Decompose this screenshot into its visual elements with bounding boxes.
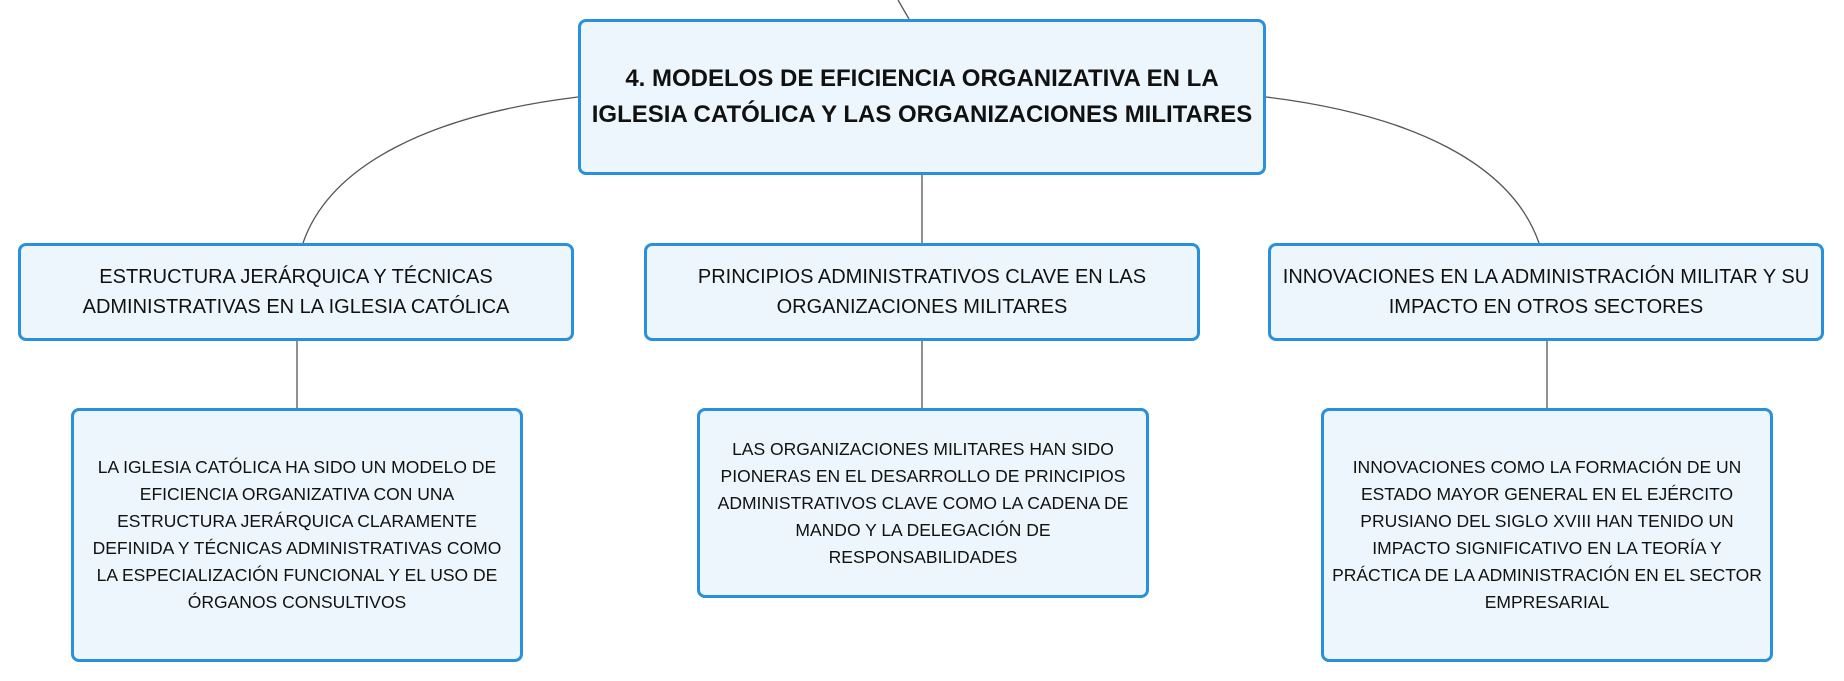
leaf-topic-innovaciones-detail[interactable] bbox=[1321, 408, 1773, 662]
branch-topic-label: INNOVACIONES EN LA ADMINISTRACIÓN MILITAR Y SU IMPACTO EN OTROS SECTORES bbox=[1282, 266, 1810, 318]
branch-topic-label: PRINCIPIOS ADMINISTRATIVOS CLAVE EN LAS ORGANIZACIONES MILITARES bbox=[697, 266, 1147, 318]
leaf-topic-text: INNOVACIONES COMO LA FORMACIÓN DE UN ESTADO MAYOR GENERAL EN EL EJÉRCITO PRUSIANO DEL SIGLO XVIII HAN TENIDO UN IMPACTO SIGNIFICATIVO EN LA TEORÍA Y PRÁCTICA DE LA ADMINISTRACIÓN EN EL SECTOR EMPRESARIAL bbox=[1332, 457, 1762, 612]
root-topic[interactable] bbox=[578, 19, 1266, 175]
branch-topic-principios-militares[interactable] bbox=[644, 243, 1200, 341]
leaf-topic-text: LAS ORGANIZACIONES MILITARES HAN SIDO PIONERAS EN EL DESARROLLO DE PRINCIPIOS ADMINISTRATIVOS CLAVE COMO LA CADENA DE MANDO Y LA DELEGACIÓN DE RESPONSABILIDADES bbox=[717, 438, 1129, 567]
connector-root-left bbox=[303, 97, 578, 243]
connector-parent bbox=[898, 0, 909, 19]
branch-topic-iglesia[interactable] bbox=[18, 243, 574, 341]
leaf-topic-principios-detail[interactable] bbox=[697, 408, 1149, 598]
root-topic-label: 4. MODELOS DE EFICIENCIA ORGANIZATIVA EN LA IGLESIA CATÓLICA Y LAS ORGANIZACIONES MILITARES bbox=[591, 65, 1253, 128]
leaf-topic-iglesia-detail[interactable] bbox=[71, 408, 523, 662]
branch-topic-innovaciones-militares[interactable] bbox=[1268, 243, 1824, 341]
connector-root-right bbox=[1266, 97, 1539, 243]
branch-topic-label: ESTRUCTURA JERÁRQUICA Y TÉCNICAS ADMINISTRATIVAS EN LA IGLESIA CATÓLICA bbox=[82, 266, 510, 318]
leaf-topic-text: LA IGLESIA CATÓLICA HA SIDO UN MODELO DE EFICIENCIA ORGANIZATIVA CON UNA ESTRUCTURA JERÁRQUICA CLARAMENTE DEFINIDA Y TÉCNICAS ADMINISTRATIVAS COMO LA ESPECIALIZACIÓN FUNCIONAL Y EL USO DE ÓRGANOS CONSULTIVOS bbox=[92, 457, 502, 612]
